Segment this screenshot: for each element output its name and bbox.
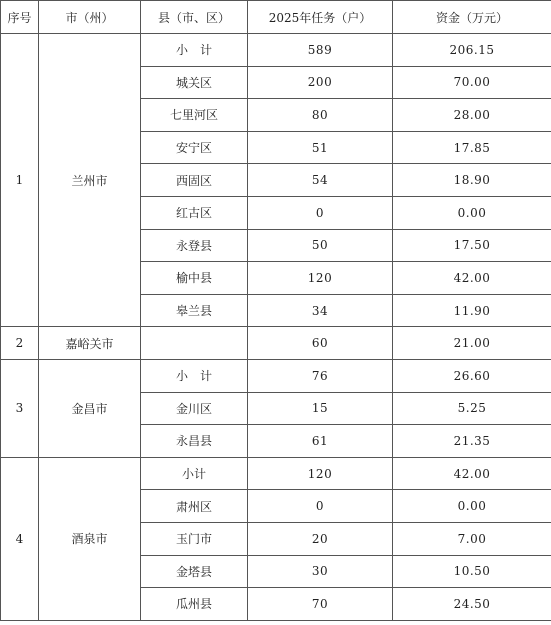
header-seq: 序号 bbox=[1, 1, 39, 34]
header-funds: 资金（万元） bbox=[393, 1, 551, 34]
seq-cell: 2 bbox=[1, 327, 39, 360]
county-cell: 永昌县 bbox=[141, 425, 248, 458]
funds-cell: 17.50 bbox=[393, 229, 551, 262]
tasks-cell: 54 bbox=[248, 164, 393, 197]
county-cell: 金塔县 bbox=[141, 555, 248, 588]
county-cell: 榆中县 bbox=[141, 262, 248, 295]
funds-cell: 26.60 bbox=[393, 359, 551, 392]
table-row bbox=[1, 327, 551, 360]
header-county: 县（市、区） bbox=[141, 1, 248, 34]
city-cell: 金昌市 bbox=[39, 359, 141, 457]
tasks-cell: 70 bbox=[248, 588, 393, 621]
tasks-cell: 76 bbox=[248, 359, 393, 392]
county-cell: 红古区 bbox=[141, 196, 248, 229]
header-city: 市（州） bbox=[39, 1, 141, 34]
tasks-cell: 120 bbox=[248, 262, 393, 295]
table-body bbox=[1, 34, 551, 621]
seq-cell: 1 bbox=[1, 34, 39, 327]
table-row bbox=[1, 34, 551, 67]
funds-cell: 28.00 bbox=[393, 99, 551, 132]
city-cell: 酒泉市 bbox=[39, 457, 141, 620]
city-cell: 嘉峪关市 bbox=[39, 327, 141, 360]
funds-cell: 206.15 bbox=[393, 34, 551, 67]
seq-cell: 4 bbox=[1, 457, 39, 620]
funds-cell: 17.85 bbox=[393, 131, 551, 164]
county-cell: 安宁区 bbox=[141, 131, 248, 164]
tasks-cell: 589 bbox=[248, 34, 393, 67]
tasks-cell: 20 bbox=[248, 522, 393, 555]
county-cell: 城关区 bbox=[141, 66, 248, 99]
tasks-cell: 80 bbox=[248, 99, 393, 132]
county-cell bbox=[141, 327, 248, 360]
funds-cell: 7.00 bbox=[393, 522, 551, 555]
tasks-cell: 0 bbox=[248, 490, 393, 523]
tasks-cell: 34 bbox=[248, 294, 393, 327]
tasks-cell: 51 bbox=[248, 131, 393, 164]
county-cell: 西固区 bbox=[141, 164, 248, 197]
county-cell: 瓜州县 bbox=[141, 588, 248, 621]
tasks-cell: 60 bbox=[248, 327, 393, 360]
tasks-cell: 50 bbox=[248, 229, 393, 262]
header-tasks: 2025年任务（户） bbox=[248, 1, 393, 34]
county-cell: 永登县 bbox=[141, 229, 248, 262]
tasks-cell: 120 bbox=[248, 457, 393, 490]
funds-cell: 5.25 bbox=[393, 392, 551, 425]
county-cell: 玉门市 bbox=[141, 522, 248, 555]
county-cell: 皋兰县 bbox=[141, 294, 248, 327]
county-cell: 小 计 bbox=[141, 359, 248, 392]
tasks-cell: 61 bbox=[248, 425, 393, 458]
tasks-cell: 0 bbox=[248, 196, 393, 229]
funds-cell: 11.90 bbox=[393, 294, 551, 327]
county-cell: 小计 bbox=[141, 457, 248, 490]
funds-cell: 0.00 bbox=[393, 490, 551, 523]
tasks-cell: 30 bbox=[248, 555, 393, 588]
funds-cell: 21.35 bbox=[393, 425, 551, 458]
tasks-cell: 15 bbox=[248, 392, 393, 425]
funds-cell: 0.00 bbox=[393, 196, 551, 229]
funds-cell: 24.50 bbox=[393, 588, 551, 621]
table-row bbox=[1, 457, 551, 490]
county-cell: 小 计 bbox=[141, 34, 248, 67]
header-row bbox=[1, 1, 551, 34]
funds-cell: 10.50 bbox=[393, 555, 551, 588]
county-cell: 金川区 bbox=[141, 392, 248, 425]
table-row bbox=[1, 359, 551, 392]
county-cell: 肃州区 bbox=[141, 490, 248, 523]
funds-cell: 42.00 bbox=[393, 262, 551, 295]
funds-cell: 42.00 bbox=[393, 457, 551, 490]
county-cell: 七里河区 bbox=[141, 99, 248, 132]
funds-cell: 70.00 bbox=[393, 66, 551, 99]
seq-cell: 3 bbox=[1, 359, 39, 457]
tasks-cell: 200 bbox=[248, 66, 393, 99]
city-cell: 兰州市 bbox=[39, 34, 141, 327]
funds-cell: 18.90 bbox=[393, 164, 551, 197]
funds-cell: 21.00 bbox=[393, 327, 551, 360]
